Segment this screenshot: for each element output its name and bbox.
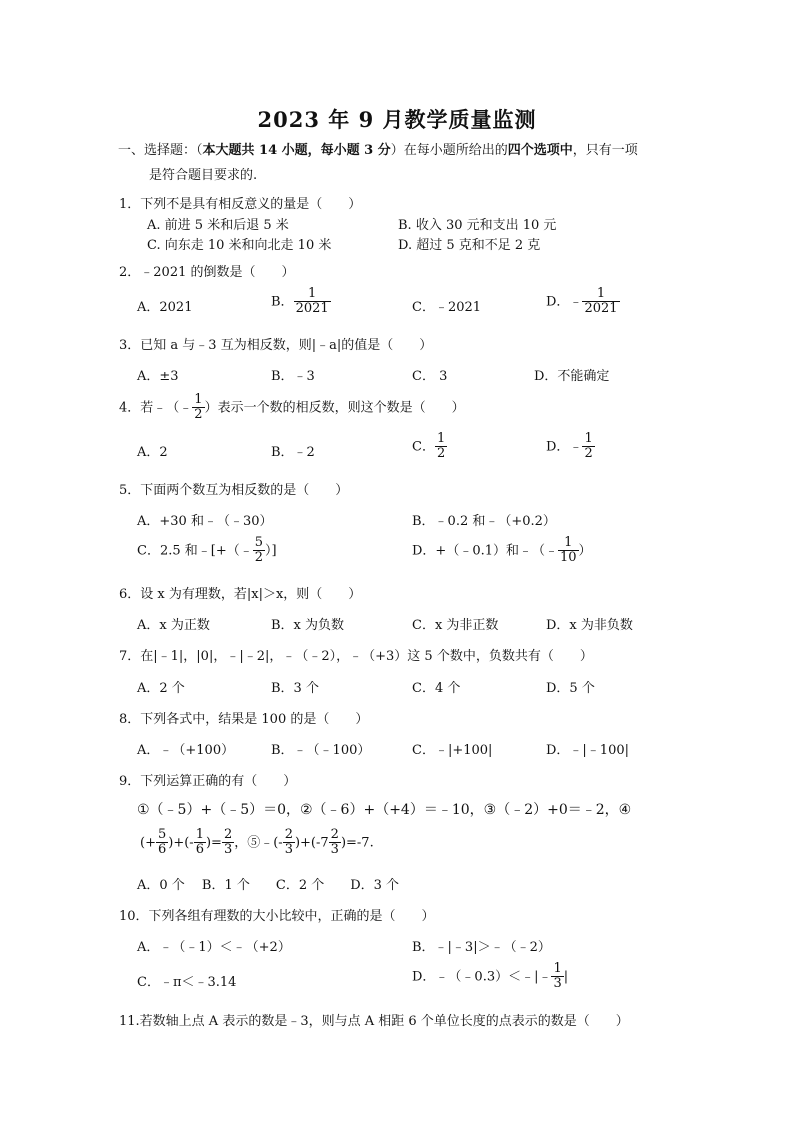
option-d-part: ） (578, 543, 592, 559)
question-2-stem: 2．﹣2021 的倒数是（ ） (119, 265, 295, 280)
question-6-option-c: C．x 为非正数 (412, 618, 499, 633)
numerator: 1 (194, 392, 203, 407)
question-8-option-b: B．﹣（﹣100） (271, 743, 371, 758)
section-tail: ，只有一项 (572, 143, 638, 158)
section-bold-2: 四个选项中 (507, 143, 573, 158)
fraction (283, 828, 295, 858)
numerator: 1 (195, 827, 204, 842)
question-4-option-b: B．﹣2 (271, 445, 315, 460)
question-10-option-a: A．﹣（﹣1）＜﹣（+2） (137, 940, 291, 955)
question-3-option-d: D．不能确定 (534, 369, 610, 384)
fraction (192, 393, 204, 423)
question-9-line-1: ①（﹣5）+（﹣5）＝0，②（﹣6）+（+4）＝﹣10，③（﹣2）+0＝﹣2，④ (137, 802, 632, 818)
fraction (222, 828, 234, 858)
question-10-stem: 10．下列各组有理数的大小比较中，正确的是（ ） (119, 909, 435, 924)
numerator: 1 (584, 431, 593, 446)
option-d-part: D．﹣（﹣0.3）＜﹣|﹣ (412, 969, 552, 985)
section-lead: 一、选择题：（ (118, 143, 203, 158)
question-10-option-b: B．﹣|﹣3|＞﹣（﹣2） (412, 940, 551, 955)
question-10-option-d (412, 962, 568, 992)
section-bold-1: 本大题共 14 小题，每小题 3 分 (202, 143, 391, 158)
question-6-option-a: A．x 为正数 (137, 618, 210, 633)
question-9-line-2 (140, 828, 374, 858)
question-3-option-a: A．±3 (137, 369, 179, 384)
question-1-option-a: A. 前进 5 米和后退 5 米 (147, 218, 289, 233)
option-d-label: D．﹣ (546, 294, 583, 310)
question-8-stem: 8．下列各式中，结果是 100 的是（ ） (119, 712, 369, 727)
fraction (582, 432, 594, 462)
numerator: 2 (223, 827, 233, 842)
question-7-stem: 7．在|﹣1|，|0|，﹣|﹣2|，﹣（﹣2），﹣（+3）这 5 个数中，负数共有（ ） (119, 649, 593, 664)
question-4-option-a: A．2 (137, 445, 168, 460)
question-9-stem: 9．下列运算正确的有（ ） (119, 774, 297, 789)
denominator: 2021 (584, 301, 618, 317)
question-7-option-c: C．4 个 (412, 681, 461, 696)
question-10-option-c: C．﹣π＜﹣3.14 (137, 975, 237, 990)
question-1-option-d: D. 超过 5 克和不足 2 克 (398, 238, 541, 253)
fraction (253, 536, 265, 566)
numerator: 2 (284, 827, 293, 842)
expr-part: )+(- (168, 835, 194, 851)
denominator: 10 (560, 550, 577, 566)
question-5-stem: 5．下面两个数互为相反数的是（ ） (119, 483, 349, 498)
numerator: 1 (596, 286, 606, 301)
expr-part: )= (205, 835, 222, 851)
numerator: 5 (254, 535, 263, 550)
question-3-option-c: C． 3 (412, 369, 448, 384)
fraction (156, 828, 168, 858)
question-2-option-d (546, 287, 620, 317)
question-2-option-c: C．﹣2021 (412, 300, 482, 315)
denominator: 3 (330, 842, 339, 858)
question-8-option-c: C．﹣|+100| (412, 743, 493, 758)
denominator: 2021 (295, 301, 329, 317)
question-2-option-a: A．2021 (137, 300, 193, 315)
question-2-option-b (271, 287, 331, 317)
denominator: 2 (584, 446, 593, 462)
fraction (435, 432, 447, 462)
question-5-option-a: A．+30 和﹣（﹣30） (137, 514, 273, 529)
denominator: 3 (284, 842, 293, 858)
question-6-option-d: D．x 为非负数 (546, 618, 633, 633)
stem-part: 4．若﹣（﹣ (119, 400, 193, 416)
option-c-part: ）] (265, 543, 277, 559)
numerator: 1 (307, 286, 317, 301)
question-9-options: A．0 个 B．1 个 C．2 个 D．3 个 (137, 878, 400, 893)
question-5-option-c (137, 536, 277, 566)
question-11-stem: 11.若数轴上点 A 表示的数是﹣3，则与点 A 相距 6 个单位长度的点表示的数是（ ） (119, 1014, 629, 1029)
expr-part: )+(-7 (294, 835, 329, 851)
denominator: 3 (223, 842, 233, 858)
option-b-label: B． (271, 294, 294, 310)
question-1-stem: 1．下列不是具有相反意义的量是（ ） (119, 197, 362, 212)
denominator: 2 (254, 550, 263, 566)
fraction (194, 828, 206, 858)
question-1-option-c: C. 向东走 10 米和向北走 10 米 (147, 238, 332, 253)
expr-part: )=-7. (340, 835, 374, 851)
question-5-option-d (412, 536, 592, 566)
question-3-stem: 3．已知 a 与﹣3 互为相反数，则|﹣a|的值是（ ） (119, 338, 433, 353)
section-mid: ）在每小题所给出的 (390, 143, 508, 158)
expr-part: ，⑤﹣(- (234, 835, 283, 851)
fraction (582, 287, 619, 317)
question-4-stem (119, 393, 465, 423)
option-c-part: C．2.5 和﹣[+（﹣ (137, 543, 253, 559)
question-8-option-a: A．﹣（+100） (137, 743, 235, 758)
denominator: 6 (195, 842, 204, 858)
section-heading (118, 139, 638, 158)
denominator: 6 (157, 842, 167, 858)
expr-part: (+ (140, 835, 156, 851)
question-6-stem: 6．设 x 为有理数，若|x|＞x，则（ ） (119, 587, 362, 602)
numerator: 2 (330, 827, 339, 842)
numerator: 1 (436, 431, 446, 446)
option-d-part: | (563, 969, 569, 985)
question-5-option-b: B．﹣0.2 和﹣（+0.2） (412, 514, 556, 529)
question-3-option-b: B．﹣3 (271, 369, 315, 384)
option-d-part: D．+（﹣0.1）和﹣（﹣ (412, 543, 558, 559)
question-4-option-d (546, 432, 595, 462)
fraction (558, 536, 579, 566)
option-c-label: C． (412, 439, 435, 455)
question-7-option-b: B．3 个 (271, 681, 319, 696)
fraction (551, 962, 563, 992)
stem-part: ）表示一个数的相反数，则这个数是（ ） (204, 400, 465, 416)
question-7-option-a: A．2 个 (137, 681, 185, 696)
denominator: 3 (553, 976, 562, 992)
question-4-option-c (412, 432, 447, 462)
option-d-label: D．﹣ (546, 439, 583, 455)
page-title: 2023 年 9 月教学质量监测 (257, 107, 537, 132)
numerator: 1 (553, 961, 562, 976)
numerator: 1 (564, 535, 573, 550)
question-8-option-d: D．﹣|﹣100| (546, 743, 629, 758)
question-6-option-b: B．x 为负数 (271, 618, 345, 633)
fraction (329, 828, 341, 858)
fraction (294, 287, 331, 317)
section-heading-line2: 是符合题目要求的. (149, 168, 258, 183)
numerator: 5 (157, 827, 167, 842)
question-7-option-d: D．5 个 (546, 681, 595, 696)
denominator: 2 (194, 407, 203, 423)
question-1-option-b: B. 收入 30 元和支出 10 元 (398, 218, 557, 233)
denominator: 2 (436, 446, 446, 462)
